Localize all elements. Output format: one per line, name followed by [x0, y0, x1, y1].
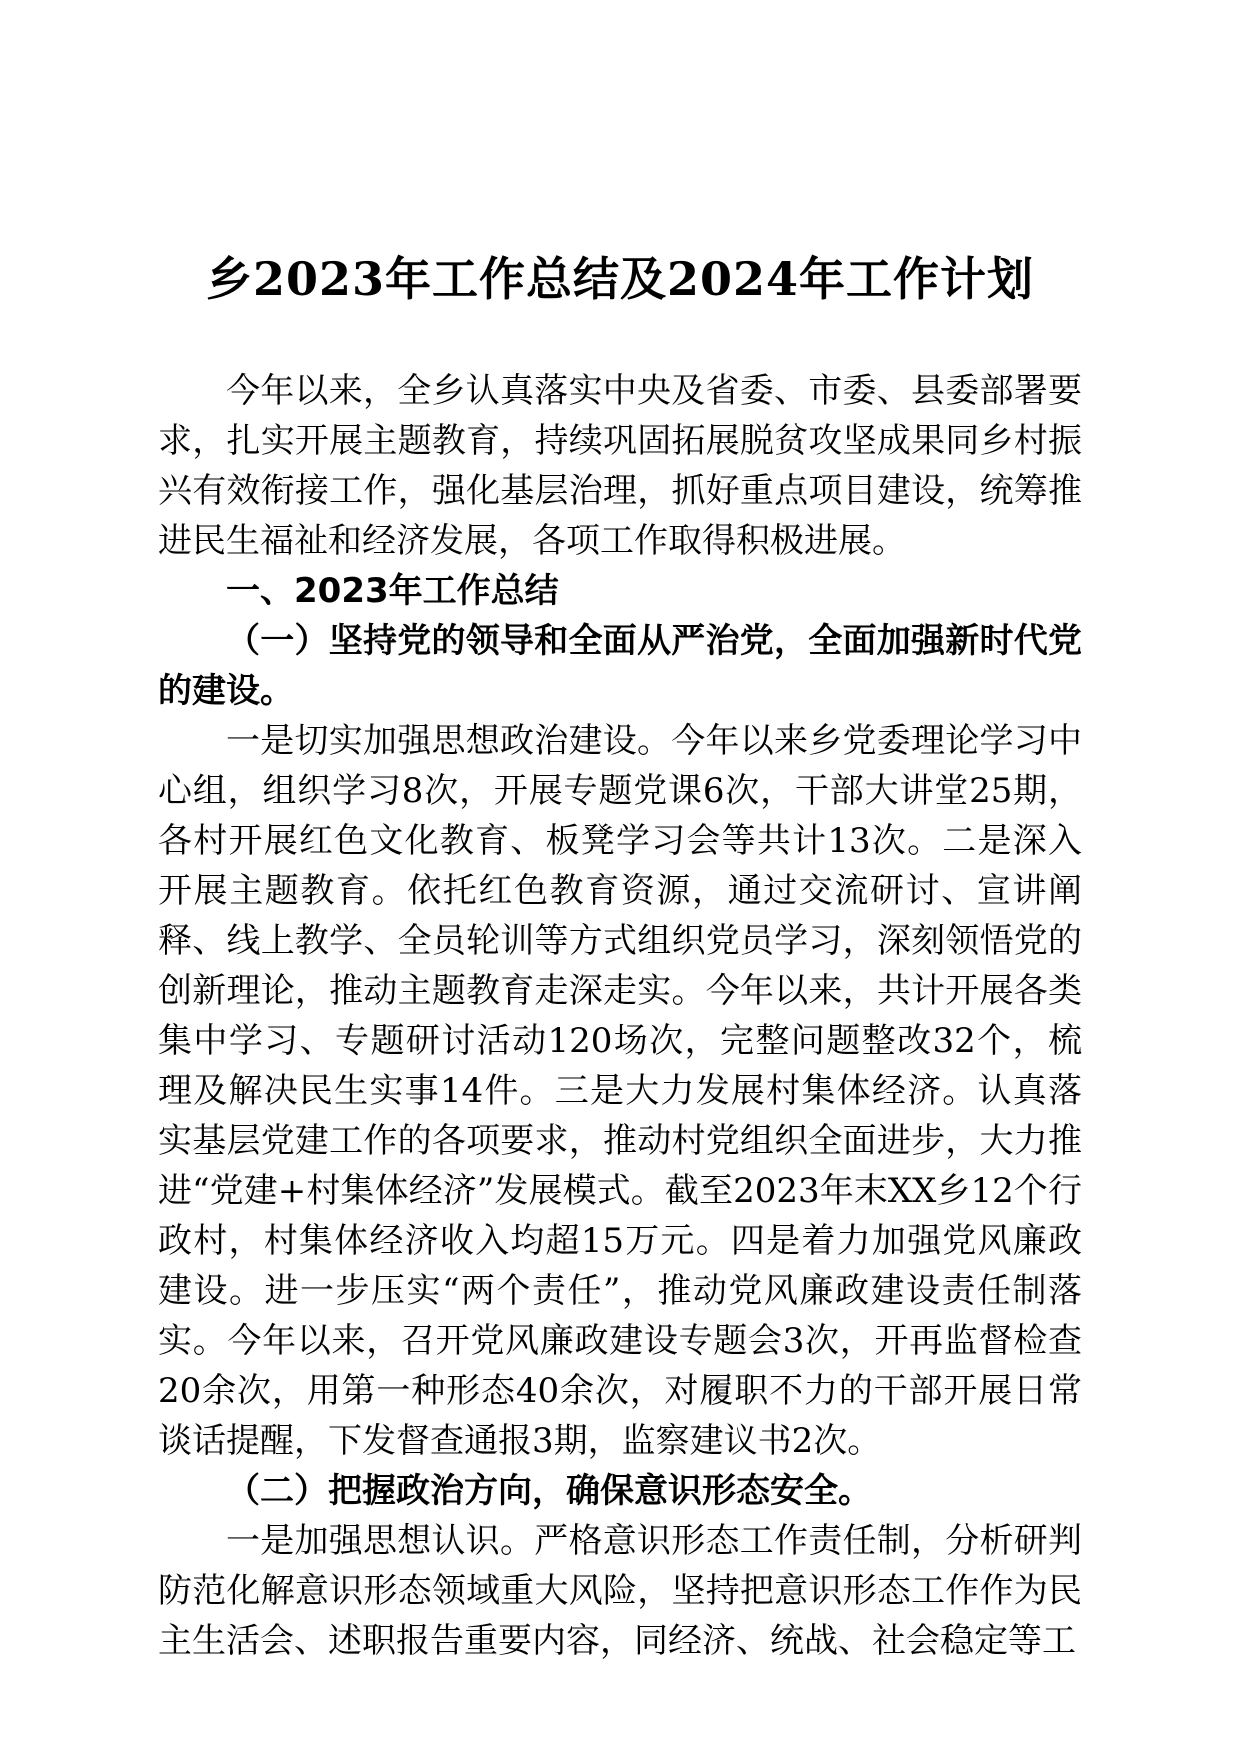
- subsection-heading-party-leadership: （一）坚持党的领导和全面从严治党，全面加强新时代党的建设。: [158, 621, 1082, 711]
- document-title: 乡2023年工作总结及2024年工作计划: [205, 252, 1035, 306]
- subsection-body-ideology-security: 一是加强思想认识。严格意识形态工作责任制，分析研判防范化解意识形态领域重大风险，坚持把意识形态工作作为民主生活会、述职报告重要内容，同经济、统战、社会稳定等工: [158, 1521, 1082, 1661]
- section-heading-2023-summary: 一、2023年工作总结: [226, 571, 559, 611]
- intro-paragraph: 今年以来，全乡认真落实中央及省委、市委、县委部署要求，扎实开展主题教育，持续巩固拓展脱贫攻坚成果同乡村振兴有效衔接工作，强化基层治理，抓好重点项目建设，统筹推进民生福祉和经济发展，各项工作取得积极进展。: [158, 371, 1082, 561]
- document-body: [158, 250, 1082, 1666]
- subsection-heading-ideology-security: （二）把握政治方向，确保意识形态安全。: [226, 1471, 872, 1511]
- subsection-body-party-leadership: 一是切实加强思想政治建设。今年以来乡党委理论学习中心组，组织学习8次，开展专题党课6次，干部大讲堂25期，各村开展红色文化教育、板凳学习会等共计13次。二是深入开展主题教育。依托红色教育资源，通过交流研讨、宣讲阐释、线上教学、全员轮训等方式组织党员学习，深刻领悟党的创新理论，推动主题教育走深走实。今年以来，共计开展各类集中学习、专题研讨活动120场次，完整问题整改32个，梳理及解决民生实事14件。三是大力发展村集体经济。认真落实基层党建工作的各项要求，推动村党组织全面进步，大力推进“党建+村集体经济”发展模式。截至2023年末XX乡12个行政村，村集体经济收入均超15万元。四是着力加强党风廉政建设。进一步压实“两个责任”，推动党风廉政建设责任制落实。今年以来，召开党风廉政建设专题会3次，开再监督检查20余次，用第一种形态40余次，对履职不力的干部开展日常谈话提醒，下发督查通报3期，监察建议书2次。: [158, 721, 1082, 1461]
